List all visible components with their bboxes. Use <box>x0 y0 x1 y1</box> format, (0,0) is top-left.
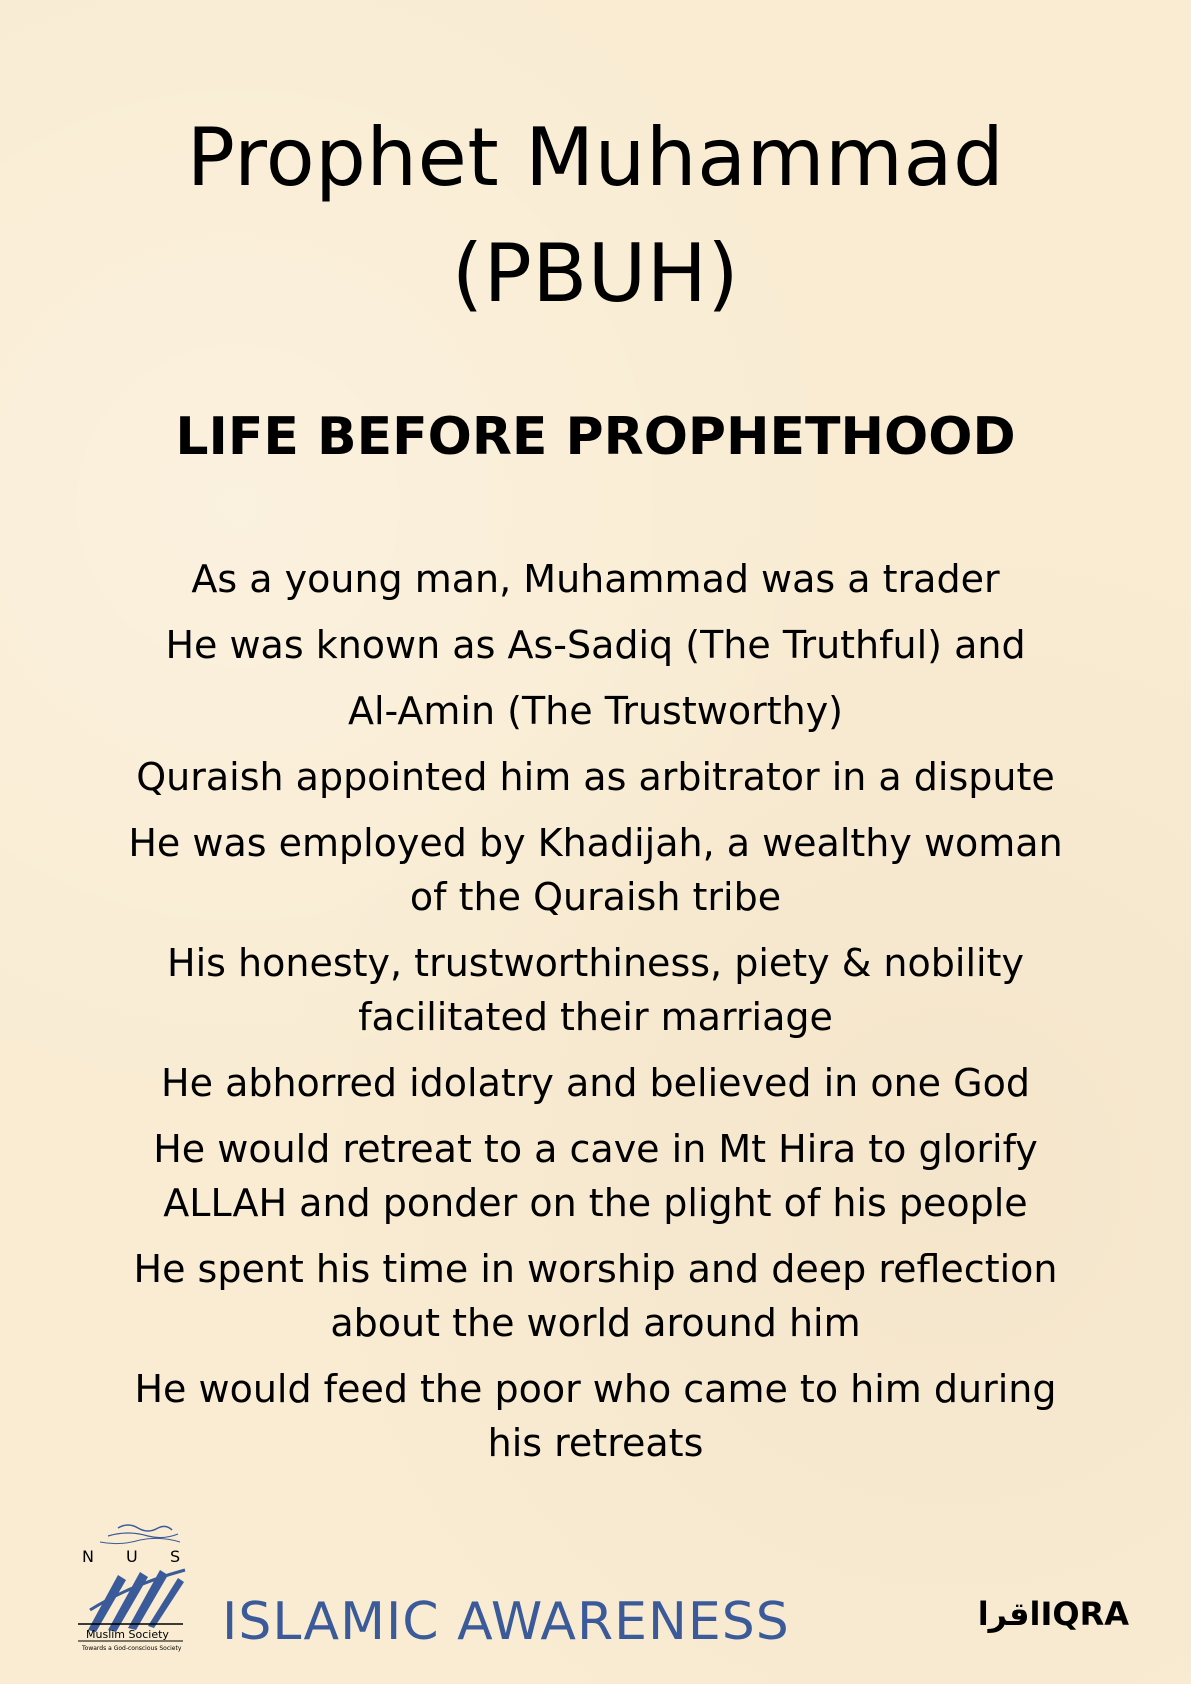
title-line-1: Prophet Muhammad <box>186 111 1005 204</box>
iqra-arabic: اقرا <box>977 1595 1041 1633</box>
page-title <box>0 100 1191 332</box>
body-line: As a young man, Muhammad was a trader <box>191 557 1000 601</box>
nus-tagline: Towards a God-conscious Society <box>82 1645 182 1652</box>
body-line: his retreats <box>487 1421 704 1465</box>
iqra-latin: IQRA <box>1040 1595 1129 1633</box>
section-heading: LIFE BEFORE PROPHETHOOD <box>175 407 1016 467</box>
nus-society-name: Muslim Society <box>86 1628 169 1641</box>
body-line: He abhorred idolatry and believed in one God <box>161 1061 1030 1105</box>
nus-letter-u: U <box>126 1547 138 1566</box>
body-line: He was known as As-Sadiq (The Truthful) and <box>165 623 1026 667</box>
nus-muslim-society-logo <box>78 1520 208 1655</box>
title-line-2: (PBUH) <box>451 227 740 320</box>
iqra-logo <box>978 1595 1129 1633</box>
body-line: Quraish appointed him as arbitrator in a dispute <box>136 755 1055 799</box>
body-line: He was employed by Khadijah, a wealthy woman <box>128 821 1063 865</box>
body-line: He would retreat to a cave in Mt Hira to glorify <box>153 1127 1038 1171</box>
body-text <box>60 552 1131 1470</box>
body-line: His honesty, trustworthiness, piety & nobility <box>167 941 1024 985</box>
body-line: He would feed the poor who came to him during <box>134 1367 1057 1411</box>
body-line: He spent his time in worship and deep reflection <box>133 1247 1058 1291</box>
body-line: of the Quraish tribe <box>409 875 782 919</box>
body-line: facilitated their marriage <box>358 995 833 1039</box>
body-line: about the world around him <box>330 1301 861 1345</box>
footer <box>0 1520 1191 1684</box>
body-line: ALLAH and ponder on the plight of his people <box>163 1181 1028 1225</box>
nus-letter-s: S <box>170 1547 181 1566</box>
body-line: Al-Amin (The Trustworthy) <box>347 689 844 733</box>
islamic-awareness-brand: ISLAMIC AWARENESS <box>222 1592 790 1652</box>
nus-letter-n: N <box>82 1547 94 1566</box>
